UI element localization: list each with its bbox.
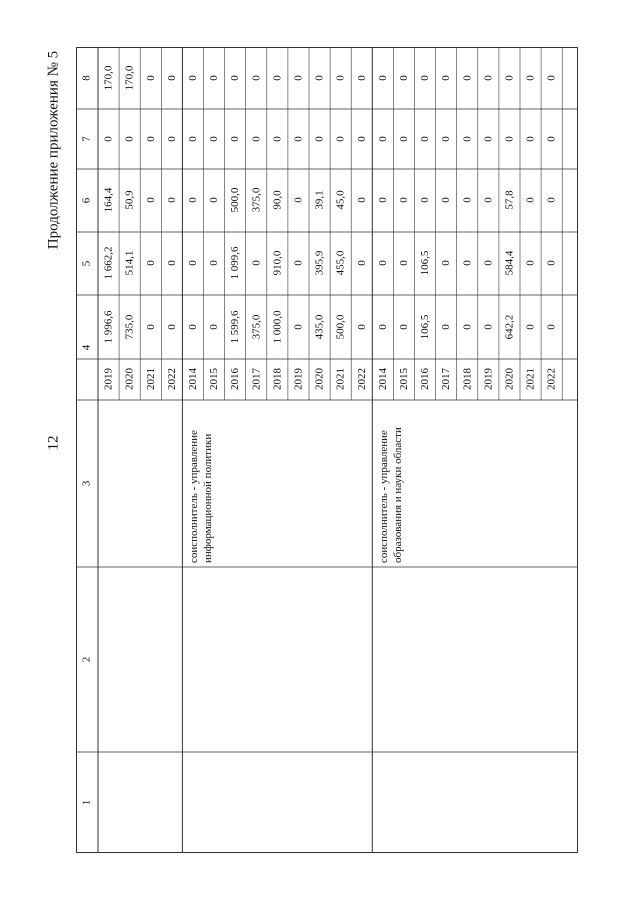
cell-col4: 0 — [376, 324, 389, 330]
cell-col7: 0 — [334, 136, 347, 142]
cell-col7: 0 — [545, 136, 558, 142]
cell-col8: 0 — [461, 75, 474, 81]
cell-col7: 0 — [123, 136, 136, 142]
cell-col6: 0 — [355, 197, 368, 203]
cell-col7: 0 — [440, 136, 453, 142]
cell-col5: 0 — [397, 260, 410, 266]
cell-year: 2022 — [355, 368, 368, 390]
cell-col4: 0 — [208, 324, 221, 330]
cell-col5: 0 — [292, 260, 305, 266]
cell-col4: 375,0 — [250, 314, 263, 340]
cell-col6: 0 — [376, 197, 389, 203]
executor-text: соисполнитель - управление — [377, 430, 390, 563]
column-header-4: 4 — [80, 344, 93, 351]
executor-text: информационной политики — [201, 433, 214, 563]
cell-col8: 0 — [292, 75, 305, 81]
cell-col5: 395,9 — [313, 250, 326, 276]
cell-col4: 1 599,6 — [229, 310, 242, 344]
cell-col5: 0 — [250, 260, 263, 266]
cell-col6: 0 — [524, 197, 537, 203]
cell-col4: 0 — [461, 324, 474, 330]
cell-year: 2020 — [123, 368, 136, 390]
cell-col5: 1 099,6 — [229, 246, 242, 280]
cell-col6: 0 — [397, 197, 410, 203]
cell-col5: 0 — [545, 260, 558, 266]
cell-col8: 0 — [524, 75, 537, 81]
column-header-2: 2 — [80, 656, 93, 663]
column-header-5: 5 — [80, 260, 93, 267]
cell-col7: 0 — [503, 136, 516, 142]
cell-col5: 0 — [482, 260, 495, 266]
cell-year: 2021 — [334, 368, 347, 390]
cell-year: 2022 — [165, 368, 178, 390]
cell-col8: 0 — [271, 75, 284, 81]
cell-col8: 0 — [229, 75, 242, 81]
cell-col6: 0 — [419, 197, 432, 203]
column-header-7: 7 — [80, 136, 93, 142]
cell-col4: 106,5 — [419, 314, 432, 340]
cell-col6: 375,0 — [250, 187, 263, 213]
cell-col7: 0 — [419, 136, 432, 142]
table-border — [77, 48, 578, 853]
cell-col4: 0 — [524, 324, 537, 330]
cell-col8: 0 — [208, 75, 221, 81]
cell-col8: 170,0 — [102, 65, 115, 91]
cell-year: 2019 — [292, 368, 305, 390]
cell-col6: 0 — [461, 197, 474, 203]
cell-col7: 0 — [186, 136, 199, 142]
cell-col5: 0 — [461, 260, 474, 266]
cell-col7: 0 — [397, 136, 410, 142]
cell-year: 2021 — [524, 368, 537, 390]
cell-col5: 0 — [144, 260, 157, 266]
cell-col6: 0 — [440, 197, 453, 203]
cell-year: 2017 — [250, 368, 263, 390]
cell-col7: 0 — [102, 136, 115, 142]
cell-year: 2021 — [144, 368, 157, 390]
cell-year: 2014 — [376, 368, 389, 390]
cell-col7: 0 — [208, 136, 221, 142]
cell-col7: 0 — [461, 136, 474, 142]
cell-year: 2020 — [503, 368, 516, 390]
cell-col6: 500,0 — [229, 187, 242, 213]
cell-col7: 0 — [271, 136, 284, 142]
cell-col5: 0 — [376, 260, 389, 266]
cell-year: 2020 — [313, 368, 326, 390]
cell-year: 2015 — [397, 368, 410, 390]
cell-year: 2015 — [208, 368, 221, 390]
cell-col6: 50,9 — [123, 190, 136, 210]
cell-col5: 910,0 — [271, 250, 284, 276]
column-header-1: 1 — [80, 799, 93, 806]
cell-col4: 0 — [165, 324, 178, 330]
cell-col5: 0 — [165, 260, 178, 266]
cell-col5: 0 — [440, 260, 453, 266]
cell-col4: 642,2 — [503, 314, 516, 340]
page-number: 12 — [45, 435, 62, 451]
cell-col6: 39,1 — [313, 190, 326, 210]
cell-col8: 0 — [250, 75, 263, 81]
cell-col7: 0 — [292, 136, 305, 142]
table-grid — [76, 47, 578, 853]
cell-col8: 0 — [440, 75, 453, 81]
cell-col8: 0 — [503, 75, 516, 81]
cell-col8: 0 — [313, 75, 326, 81]
cell-col6: 45,0 — [334, 190, 347, 210]
cell-col8: 0 — [419, 75, 432, 81]
cell-col8: 0 — [334, 75, 347, 81]
cell-col8: 0 — [355, 75, 368, 81]
cell-col6: 0 — [545, 197, 558, 203]
cell-col5: 0 — [208, 260, 221, 266]
cell-col4: 500,0 — [334, 314, 347, 340]
cell-col6: 164,4 — [102, 187, 115, 213]
cell-col7: 0 — [482, 136, 495, 142]
cell-col8: 0 — [165, 75, 178, 81]
cell-col8: 0 — [397, 75, 410, 81]
cell-col6: 0 — [482, 197, 495, 203]
column-header-3: 3 — [80, 480, 93, 487]
cell-col8: 170,0 — [123, 65, 136, 91]
cell-year: 2014 — [186, 368, 199, 390]
cell-col5: 1 662,2 — [102, 246, 115, 280]
cell-col6: 0 — [208, 197, 221, 203]
cell-col6: 90,0 — [271, 190, 284, 210]
cell-col6: 57,8 — [503, 190, 516, 210]
rotated-data-table — [76, 47, 578, 853]
cell-col7: 0 — [144, 136, 157, 142]
column-header-8: 8 — [80, 75, 93, 81]
cell-col5: 0 — [186, 260, 199, 266]
cell-col6: 0 — [144, 197, 157, 203]
cell-col7: 0 — [355, 136, 368, 142]
cell-col6: 0 — [186, 197, 199, 203]
cell-col4: 0 — [397, 324, 410, 330]
cell-col4: 0 — [186, 324, 199, 330]
cell-col5: 584,4 — [503, 250, 516, 276]
cell-col8: 0 — [545, 75, 558, 81]
cell-col7: 0 — [250, 136, 263, 142]
cell-col4: 0 — [292, 324, 305, 330]
cell-col7: 0 — [229, 136, 242, 142]
cell-col7: 0 — [524, 136, 537, 142]
cell-col4: 435,0 — [313, 314, 326, 340]
cell-col5: 455,0 — [334, 250, 347, 276]
executor-text: образования и науки области — [391, 427, 404, 563]
cell-col5: 0 — [524, 260, 537, 266]
cell-col6: 0 — [292, 197, 305, 203]
cell-col4: 1 000,0 — [271, 310, 284, 344]
cell-col4: 0 — [144, 324, 157, 330]
appendix-continuation-note: Продолжение приложения № 5 — [45, 50, 62, 250]
cell-col4: 1 996,6 — [102, 310, 115, 344]
cell-col8: 0 — [144, 75, 157, 81]
executor-text: соисполнитель - управление — [187, 430, 200, 563]
cell-col7: 0 — [165, 136, 178, 142]
cell-year: 2019 — [102, 368, 115, 390]
cell-col4: 0 — [440, 324, 453, 330]
cell-col7: 0 — [376, 136, 389, 142]
cell-col4: 0 — [482, 324, 495, 330]
cell-col4: 0 — [545, 324, 558, 330]
cell-year: 2018 — [271, 368, 284, 390]
cell-col5: 0 — [355, 260, 368, 266]
cell-col6: 0 — [165, 197, 178, 203]
cell-year: 2016 — [419, 368, 432, 390]
cell-year: 2016 — [229, 368, 242, 390]
cell-col4: 0 — [355, 324, 368, 330]
cell-year: 2017 — [440, 368, 453, 390]
cell-col7: 0 — [313, 136, 326, 142]
cell-col5: 514,1 — [123, 250, 136, 276]
cell-year: 2022 — [545, 368, 558, 390]
cell-year: 2018 — [461, 368, 474, 390]
cell-col4: 735,0 — [123, 314, 136, 340]
cell-year: 2019 — [482, 368, 495, 390]
column-header-6: 6 — [80, 197, 93, 204]
cell-col5: 106,5 — [419, 250, 432, 276]
cell-col8: 0 — [482, 75, 495, 81]
cell-col8: 0 — [376, 75, 389, 81]
cell-col8: 0 — [186, 75, 199, 81]
